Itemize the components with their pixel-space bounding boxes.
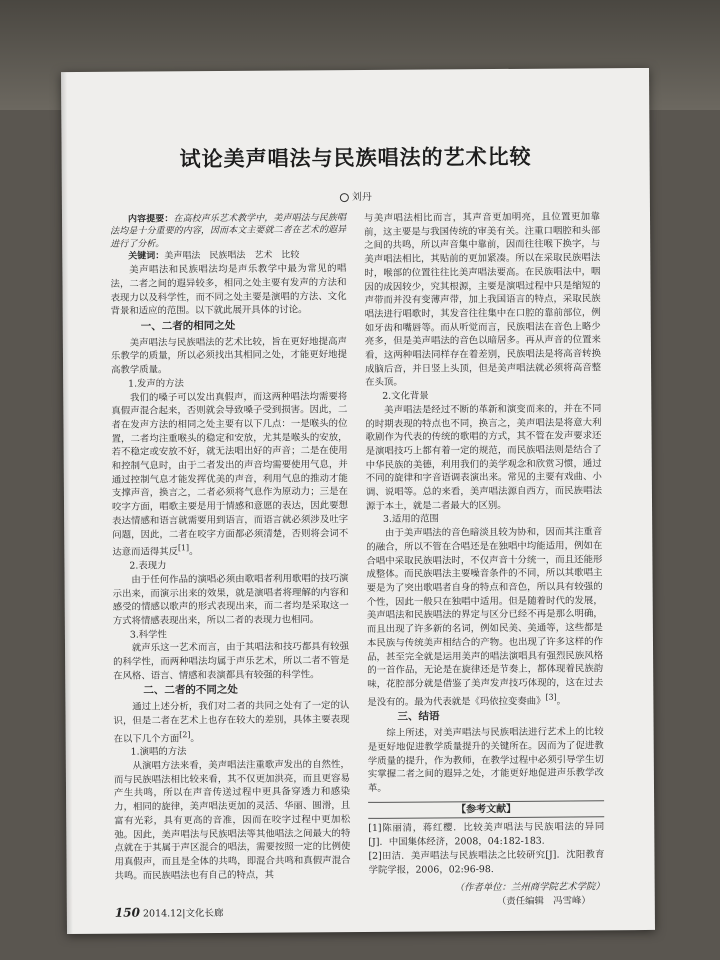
responsible-editor: （责任编辑 冯雪峰） (496, 895, 591, 908)
issue-date: 2014.12 (142, 908, 183, 920)
subheading-culture: 2.文化背景 (382, 390, 429, 402)
abstract (110, 212, 346, 251)
right-column (364, 210, 605, 909)
scientific-paragraph: 就声乐这一艺术而言，由于其唱法和技巧都具有较强的科学性，而两种唱法均属于声乐艺术，所以二者不管是在风格、语言、情感和表演都具有较强的科学性。 (113, 641, 350, 682)
culture-paragraph: 美声唱法是经过不断的革新和演变而来的，并在不同的时期表现的特点也不同，换言之，美声唱法是将意大利歌剧作为代表的传统的歌唱的方式，其不管在发声要求还是演唱技巧上都有着一定的规范，而民族唱法则是结合了中华民族的美德，利用我们的美学观念和欣赏习惯，通过不同的旋律和字音语调表演出来。常见的主要有戏曲、小调、说唱等。总的来看，美声唱法源自西方，而民族唱法源于本土，就是二者最大的区别。 (365, 403, 602, 512)
citation-2: [2] (179, 729, 191, 739)
expressiveness-paragraph: 由于任何作品的演唱必须由歌唱者利用歌唱的技巧演示出来，而演示出来的效果，就是演唱者将理解的内容和感受的情感以歌声的形式表现出来，而二者均是采取这一方式将情感表现出来，所以二者的表现力也相同。 (112, 572, 349, 627)
page-footer: 150 2014.12|文化长廊 (114, 905, 224, 920)
journal-name: 文化长廊 (185, 907, 224, 920)
article-title: 试论美声唱法与民族唱法的艺术比较 (179, 143, 532, 172)
author-bullet-icon (340, 193, 349, 202)
voice-method-paragraph: 我们的嗓子可以发出真假声，而这两种唱法均需要将真假声混合起来，否则就会导致嗓子受到损害。因此，二者在发声方法的相同之处主要有以下几点：一是喉头的位置，二者均注重喉头的稳定和安放，尤其是喉头的安放，若不稳定或安放不好，就无法唱出好的声音；二是在使用和控制气息时，由于二者发出的声音均需要使用气息，并通过控制气息才能发挥优美的声音，利用气息的推动才能支撑声音，换言之，二者必须将气息作为原动力；三是在咬字方面，唱歌主要是用于情感和意愿的表达，因此要想表达情感和语言就需要用到语言，而语言就必须涉及吐字问题，因此，二者在咬字方面都必须清楚，否则将会词不达意而适得其反[1]。 (111, 390, 349, 559)
scope-paragraph: 由于美声唱法的音色暗淡且较为协和，因而其注重音的融合，所以不管在合唱还是在独唱中均能适用，例如在合唱中采取民族唱法时，不仅声音十分统一，而且还能形成整体。而民族唱法主要噪音条件的不同，所以其歌唱主要是为了突出歌唱者自身的特点和音色，所以具有较强的个性，因此一般只在独唱中适用。但是随着时代的发展，美声唱法和民族唱法的界定与区分已经不再是那么明确，而且出现了许多新的名词，例如民美、美通等，这些都是本民族与传统美声相结合的产物。也出现了许多这样的作品，甚至完全就是运用美声的唱法演唱具有强烈民族风格的一首作品，无论是在旋律还是节奏上，都体现着民族韵味，花腔部分就是借鉴了美声发声技巧体现的，这在过去是没有的。最为代表就是《玛依拉变奏曲》[3]。 (366, 526, 604, 708)
subheading-expressiveness: 2.表现力 (129, 560, 167, 572)
abstract-label: 内容提要： (127, 214, 174, 225)
subheading-scope: 3.适用的范围 (382, 513, 439, 526)
same-intro-paragraph: 美声唱法与民族唱法的艺术比较，旨在更好地提高声乐教学的质量，所以必须找出其相同之处，才能更好地提高教学质量。 (110, 335, 348, 376)
citation-1: [1] (177, 543, 190, 553)
section-heading-same: 一、二者的相同之处 (140, 319, 236, 333)
article-author (62, 186, 650, 205)
reference-2: [2]田洁．美声唱法与民族唱法之比较研究[J]．沈阳教育学院学报，2006，02:96-98． (368, 849, 605, 877)
journal-page (61, 68, 655, 934)
author-name: 刘丹 (351, 191, 372, 204)
left-column (110, 212, 351, 883)
subheading-scientific: 3.科学性 (129, 628, 167, 641)
reference-1: [1]陈丽清，蒋红樱．比较美声唱法与民族唱法的异同[J]．中国集体经济，2008，04:182-183． (368, 821, 605, 849)
section-heading-conclusion: 三、结语 (397, 710, 440, 724)
citation-3: [3] (545, 692, 557, 702)
singing-method-paragraph: 从演唱方法来看，美声唱法注重歌声发出的自然性，而与民族唱法相比较来看，其不仅更加洪亮，而且更容易产生共鸣，所以在声音传送过程中更具备穿透力和感染力，相同的旋律，美声唱法更加的灵活、华丽、圆滑，且富有光彩，具有更高的音准，因而在咬字过程中更加松弛。因此，美声唱法与民族唱法等其他唱法之间最大的特点就在于其属于声区混合的唱法，需要按照一定的比例使用真假声，而且是全体的共鸣，即混合共鸣和真假声混合共鸣。而民族唱法也有自己的特点，其 (113, 759, 351, 882)
abstract-text: 在高校声乐艺术教学中，美声唱法与民族唱法均是十分重要的内容，因而本文主要就二者在艺术的遐异进行了分析。 (110, 213, 347, 250)
conclusion-paragraph: 综上所述，对美声唱法与民族唱法进行艺术上的比较是更好地促进教学质量提升的关键所在。因而为了促进教学质量的提升，作为教师，在教学过程中必须引导学生切实掌握二者之间的遐异之处，才能更好地促进声乐教学改革。 (367, 726, 604, 794)
intro-paragraph: 美声唱法和民族唱法均是声乐教学中最为常见的唱法，二者之间的遐异较多，相同之处主要有发声的方法和表现力以及科学性，而不同之处主要是演唱的方法、文化背景和适应的范围。以下就此展开具体的讨论。 (110, 263, 347, 318)
keywords-label: 关键词： (128, 251, 165, 262)
section-heading-diff: 二、二者的不同之处 (143, 684, 238, 697)
keywords-text: 美声唱法 民族唱法 艺术 比较 (164, 250, 300, 262)
diff-intro-paragraph: 通过上述分析，我们对二者的共同之处有了一定的认识，但是二者在艺术上也存在较大的差别，具体主要表现在以下几个方面[2]。 (113, 700, 350, 745)
subheading-singing-method: 1.演唱的方法 (130, 746, 187, 758)
author-affiliation: （作者单位：兰州商学院艺术学院） (454, 881, 605, 894)
references-heading: 【参考文献】 (368, 800, 604, 819)
singing-method-continued: 与美声唱法相比而言，其声音更加明亮，且位置更加靠前，这主要是与我国传统的审美有关。注重口咽腔和头部之间的共鸣，所以声音集中靠前，因而往往喉下换字，与美声唱法相比，其贴前的更加紧凑。所以在采取民族唱法时，喉部的位置往往比美声唱法要高。在民族唱法中，咽因的成因较少，究其根源，主要是演唱过程中只是缩短的声带而并没有变薄声带，加上我国语言的特点，采取民族唱法进行唱歌时，其发音往往集中在口腔的靠前部位，例如牙齿和嘴唇等。而从听觉而言，民族唱法在音色上略少亮多，但是美声唱法的音色以暗居多。再从声音的位置来看，这两种唱法同样存在着差别，民族唱法是将高音转换成脑后音，并日竖上头顶，但是美声唱法就必须将高音整在头顶。 (363, 211, 602, 389)
subheading-voice-method: 1.发声的方法 (128, 378, 184, 390)
page-number: 150 (114, 905, 140, 920)
